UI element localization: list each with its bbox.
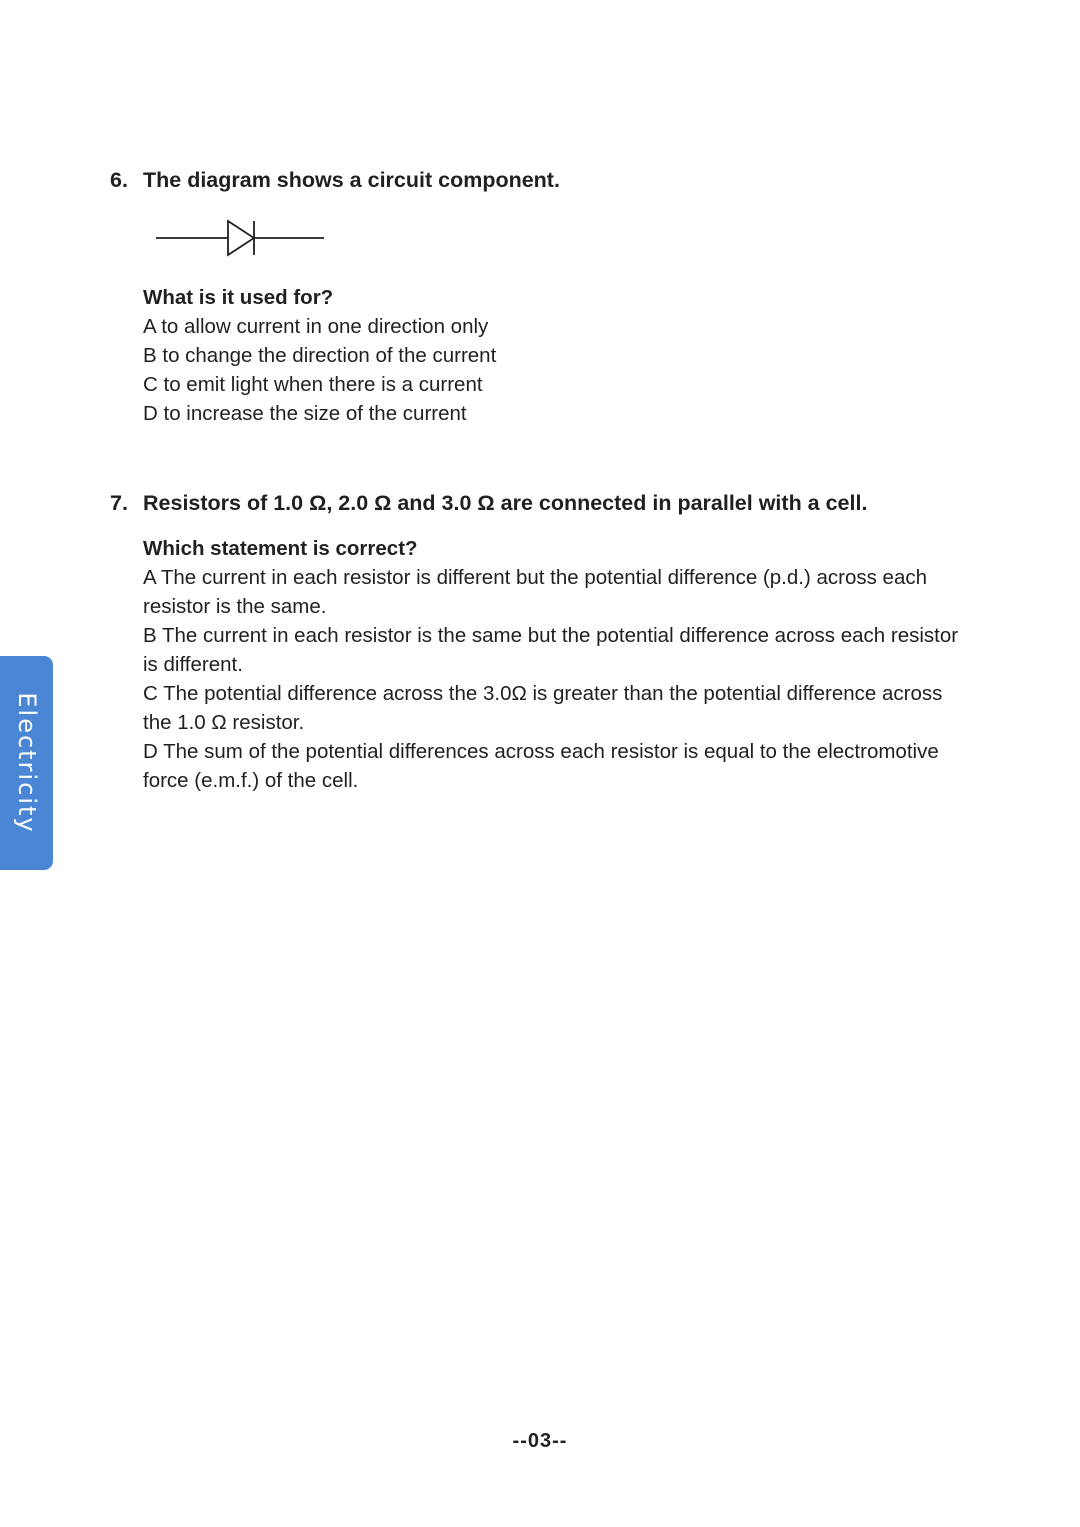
question-6-option-a: A to allow current in one direction only	[143, 315, 489, 338]
question-6-prompt: The diagram shows a circuit component.	[143, 168, 560, 192]
question-7-number: 7.	[110, 491, 128, 515]
question-6-heading	[110, 166, 560, 195]
question-7-option-a: A The current in each resistor is different but the potential difference (p.d.) across each resistor is the same.	[143, 566, 927, 618]
question-7-sub-question: Which statement is correct?	[143, 537, 418, 560]
question-7-option-c: C The potential difference across the 3.0Ω is greater than the potential difference across the 1.0 Ω resistor.	[143, 682, 943, 734]
question-6-sub-question: What is it used for?	[143, 286, 334, 309]
question-7-option-b: B The current in each resistor is the same but the potential difference across each resistor is different.	[143, 624, 959, 676]
question-6-option-b: B to change the direction of the current	[143, 344, 497, 367]
question-7-options	[143, 563, 963, 795]
page-number: --03--	[512, 1430, 568, 1452]
question-6-option-d: D to increase the size of the current	[143, 402, 467, 425]
question-7-heading	[110, 489, 867, 518]
question-7-option-d: D The sum of the potential differences across each resistor is equal to the electromotive force (e.m.f.) of the cell.	[143, 740, 939, 792]
question-6-number: 6.	[110, 168, 128, 192]
question-6-options	[143, 312, 963, 428]
question-7-prompt: Resistors of 1.0 Ω, 2.0 Ω and 3.0 Ω are connected in parallel with a cell.	[143, 491, 868, 515]
diode-symbol	[152, 215, 328, 261]
question-6-option-c: C to emit light when there is a current	[143, 373, 483, 396]
section-side-tab	[0, 656, 53, 870]
section-side-tab-label: Electricity	[12, 692, 41, 834]
